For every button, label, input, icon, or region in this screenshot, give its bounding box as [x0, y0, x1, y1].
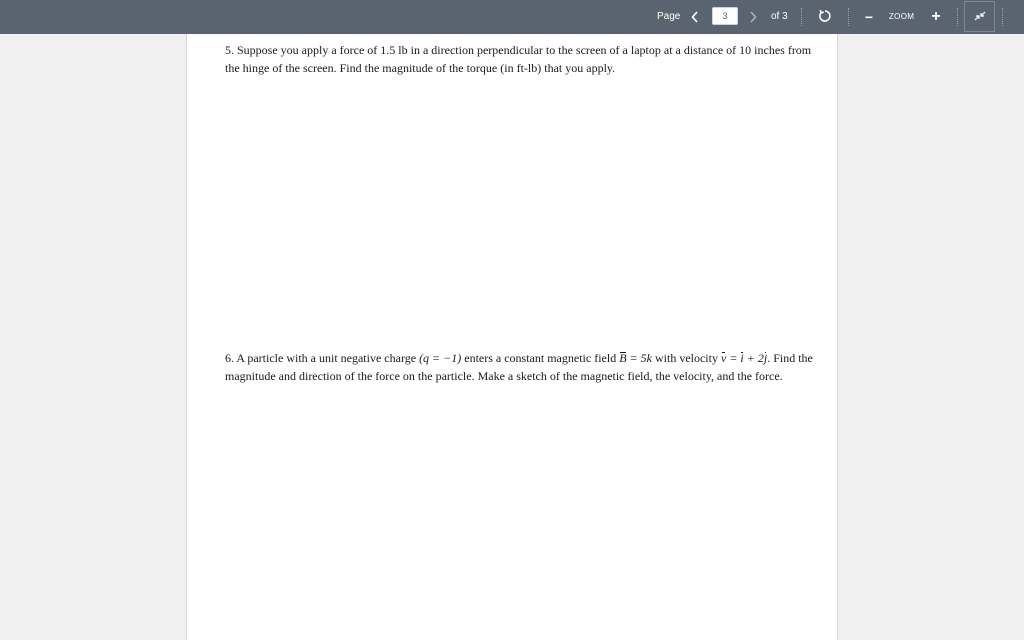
zoom-out-button[interactable]: −: [864, 9, 874, 25]
field-rhs: = 5k: [626, 351, 652, 365]
problem-text: enters a constant magnetic field: [464, 351, 617, 365]
unit-vector-i: i: [740, 350, 743, 368]
velocity-expression: [721, 351, 767, 365]
collapse-icon: [965, 2, 994, 31]
toolbar-divider: [848, 8, 849, 26]
problem-text: . Find the magnitude and direction of the force on the particle. Make a sketch of the magnetic field, the velocity, and the force.: [225, 351, 813, 383]
document-page: [186, 34, 838, 640]
problem-text: A particle with a unit negative charge: [236, 351, 417, 365]
refresh-icon: [818, 9, 832, 23]
problem-number: 5.: [225, 43, 234, 57]
velocity-plus: + 2: [743, 351, 764, 365]
toolbar-divider: [957, 8, 958, 26]
problem-6: [225, 350, 821, 385]
problem-text: Suppose you apply a force of 1.5 lb in a direction perpendicular to the screen of a laptop at a distance of 10 inches from the hinge of the screen. Find the magnitude of the torque (in ft-lb) that you apply.: [225, 43, 812, 75]
chevron-right-icon: [749, 11, 757, 23]
zoom-in-button[interactable]: +: [931, 8, 941, 25]
problem-5: [225, 42, 821, 77]
page-label: Page: [657, 11, 681, 22]
prev-page-button[interactable]: [688, 0, 702, 34]
next-page-button[interactable]: [746, 0, 760, 34]
field-vector-symbol: B: [619, 350, 626, 368]
toolbar-divider: [1002, 8, 1003, 26]
velocity-eq: =: [726, 351, 741, 365]
chevron-left-icon: [691, 11, 699, 23]
exit-fullscreen-button[interactable]: [964, 1, 995, 32]
zoom-label: ZOOM: [889, 12, 915, 21]
page-number-input[interactable]: [712, 7, 738, 25]
page-count-label: of 3: [771, 11, 788, 22]
charge-expression: (q = −1): [419, 351, 462, 365]
pdf-toolbar: [0, 0, 1024, 34]
toolbar-divider: [801, 8, 802, 26]
velocity-vector-symbol: v: [721, 350, 726, 368]
problem-text: with velocity: [654, 351, 718, 365]
field-expression: [619, 351, 652, 365]
refresh-button[interactable]: [816, 0, 834, 34]
problem-number: 6.: [225, 351, 234, 365]
unit-vector-j: j: [764, 350, 767, 368]
